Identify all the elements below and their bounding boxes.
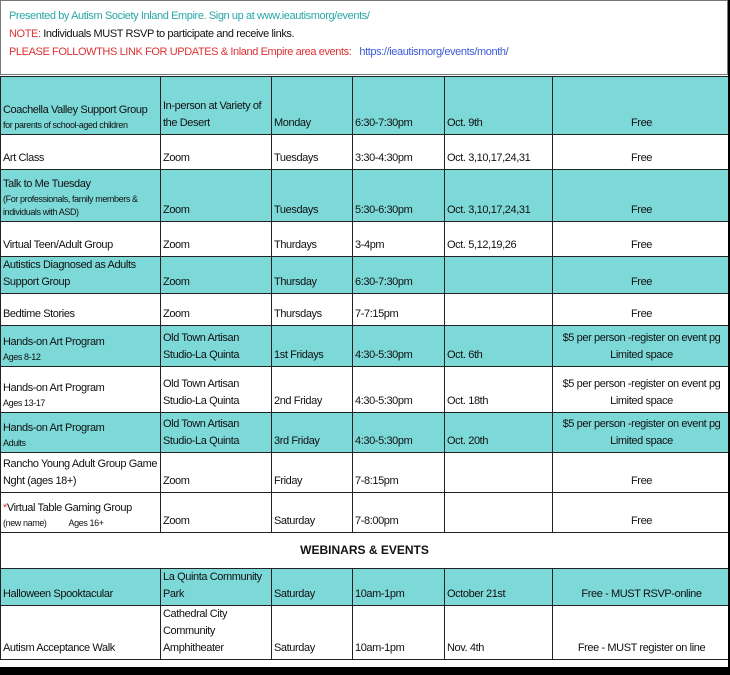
cost-cell: Free [553, 222, 729, 257]
note-label: NOTE: [9, 28, 41, 40]
location-cell: Old Town Artisan Studio-La Quinta [161, 367, 272, 413]
cost-cell: Free [553, 77, 729, 135]
location-cell: Zoom [161, 135, 272, 170]
program-name: Rancho Young Adult Group Game Nght (ages 18+) [3, 458, 158, 487]
date-cell [445, 294, 553, 326]
program-name-cell [1, 453, 161, 493]
age-range: Ages 16+ [68, 518, 104, 528]
day-cell: Friday [272, 453, 353, 493]
program-name-cell [1, 294, 161, 326]
program-subtitle: for parents of school-aged children [3, 120, 128, 130]
day-cell: 2nd Friday [272, 367, 353, 413]
cost-cell: Free - MUST RSVP-online [553, 569, 729, 606]
cost-cell: $5 per person -register on event pg Limited space [553, 367, 729, 413]
table-row [1, 367, 729, 413]
updates-text: PLEASE FOLLOWTHS LINK FOR UPDATES & Inland Empire area events: [9, 46, 352, 58]
date-cell: Oct. 6th [445, 326, 553, 367]
program-name: Coachella Valley Support Group [3, 104, 148, 116]
event-name-cell: Halloween Spooktacular [1, 569, 161, 606]
program-name: Autistics Diagnosed as Adults Support Group [3, 259, 136, 288]
program-subtitle-line [3, 437, 160, 450]
location-cell: Zoom [161, 493, 272, 533]
cost-cell: Free [553, 493, 729, 533]
cost-cell: Free [553, 135, 729, 170]
table-row [1, 453, 729, 493]
program-name: Virtual Table Gaming Group [6, 502, 132, 514]
header-box [0, 0, 728, 75]
table-row [1, 222, 729, 257]
program-name: Bedtime Stories [3, 308, 75, 320]
day-cell: Saturday [272, 493, 353, 533]
cost-cell: Free [553, 257, 729, 294]
program-subtitle-line [3, 517, 160, 530]
location-cell: Zoom [161, 294, 272, 326]
location-cell: Old Town Artisan Studio-La Quinta [161, 326, 272, 367]
events-link[interactable]: https://ieautismorg/events/month/ [359, 46, 509, 58]
date-cell [445, 257, 553, 294]
cost-cell: Free - MUST register on line [553, 606, 729, 660]
cost-cell: Free [553, 294, 729, 326]
time-cell: 6:30-7:30pm [353, 257, 445, 294]
updates-line [9, 46, 508, 58]
table-row [1, 493, 729, 533]
program-name: Hands-on Art Program [3, 422, 105, 434]
section-title: WEBINARS & EVENTS [1, 533, 729, 569]
time-cell: 4:30-5:30pm [353, 367, 445, 413]
table-row [1, 170, 729, 222]
table-row [1, 606, 729, 660]
program-name-cell [1, 257, 161, 294]
day-cell: Tuesdays [272, 170, 353, 222]
program-subtitle: Adults [3, 438, 26, 448]
program-name: Art Class [3, 152, 45, 164]
time-cell: 10am-1pm [353, 569, 445, 606]
table-row [1, 77, 729, 135]
location-cell: Zoom [161, 257, 272, 294]
section-row [1, 533, 729, 569]
program-name-cell [1, 222, 161, 257]
date-cell: Oct. 5,12,19,26 [445, 222, 553, 257]
day-cell: Thursdays [272, 294, 353, 326]
time-cell: 10am-1pm [353, 606, 445, 660]
time-cell: 6:30-7:30pm [353, 77, 445, 135]
table-row [1, 326, 729, 367]
program-subtitle: Ages 13-17 [3, 398, 46, 408]
program-name: Talk to Me Tuesday [3, 178, 91, 190]
day-cell: Thurdays [272, 222, 353, 257]
bottom-border [0, 667, 730, 675]
day-cell: Thursday [272, 257, 353, 294]
location-cell: Cathedral City Community Amphitheater [161, 606, 272, 660]
location-cell: Zoom [161, 222, 272, 257]
table-row [1, 294, 729, 326]
time-cell: 7-7:15pm [353, 294, 445, 326]
program-name: Virtual Teen/Adult Group [3, 239, 113, 251]
time-cell: 7-8:00pm [353, 493, 445, 533]
date-cell: Oct. 9th [445, 77, 553, 135]
location-cell: In-person at Variety of the Desert [161, 77, 272, 135]
program-name-cell [1, 77, 161, 135]
program-subtitle-line [3, 119, 160, 132]
time-cell: 3:30-4:30pm [353, 135, 445, 170]
presented-by-text: Presented by Autism Society Inland Empire. Sign up at www.ieautismorg/events/ [9, 10, 370, 22]
program-name-cell [1, 413, 161, 453]
location-cell: Zoom [161, 170, 272, 222]
program-name-cell [1, 493, 161, 533]
day-cell: Saturday [272, 606, 353, 660]
table-row [1, 569, 729, 606]
table-row [1, 135, 729, 170]
program-subtitle: (For professionals, family members & individuals with ASD) [3, 194, 138, 217]
cost-cell: $5 per person -register on event pg Limited space [553, 326, 729, 367]
time-cell: 5:30-6:30pm [353, 170, 445, 222]
event-name-cell: Autism Acceptance Walk [1, 606, 161, 660]
asterisk-mark: * [3, 502, 7, 514]
program-name-cell [1, 135, 161, 170]
day-cell: Monday [272, 77, 353, 135]
day-cell: Tuesdays [272, 135, 353, 170]
schedule-table [0, 76, 729, 660]
program-name: Hands-on Art Program [3, 382, 105, 394]
program-subtitle-line [3, 351, 160, 364]
program-name-cell [1, 170, 161, 222]
program-name-cell [1, 367, 161, 413]
day-cell: 1st Fridays [272, 326, 353, 367]
location-cell: Old Town Artisan Studio-La Quinta [161, 413, 272, 453]
program-subtitle: (new name) [3, 518, 47, 528]
day-cell: 3rd Friday [272, 413, 353, 453]
time-cell: 4:30-5:30pm [353, 413, 445, 453]
note-line [9, 28, 294, 40]
program-subtitle-line [3, 193, 160, 219]
date-cell: October 21st [445, 569, 553, 606]
program-subtitle: Ages 8-12 [3, 352, 41, 362]
date-cell [445, 453, 553, 493]
day-cell: Saturday [272, 569, 353, 606]
date-cell: Oct. 18th [445, 367, 553, 413]
date-cell: Oct. 20th [445, 413, 553, 453]
date-cell: Nov. 4th [445, 606, 553, 660]
time-cell: 4:30-5:30pm [353, 326, 445, 367]
note-text: Individuals MUST RSVP to participate and receive links. [40, 28, 295, 40]
table-row [1, 257, 729, 294]
location-cell: Zoom [161, 453, 272, 493]
date-cell [445, 493, 553, 533]
program-name: Hands-on Art Program [3, 336, 105, 348]
table-row [1, 413, 729, 453]
cost-cell: Free [553, 170, 729, 222]
date-cell: Oct. 3,10,17,24,31 [445, 135, 553, 170]
cost-cell: $5 per person -register on event pg Limited space [553, 413, 729, 453]
location-cell: La Quinta Community Park [161, 569, 272, 606]
program-subtitle-line [3, 397, 160, 410]
time-cell: 3-4pm [353, 222, 445, 257]
cost-cell: Free [553, 453, 729, 493]
date-cell: Oct. 3,10,17,24,31 [445, 170, 553, 222]
time-cell: 7-8:15pm [353, 453, 445, 493]
program-name-cell [1, 326, 161, 367]
